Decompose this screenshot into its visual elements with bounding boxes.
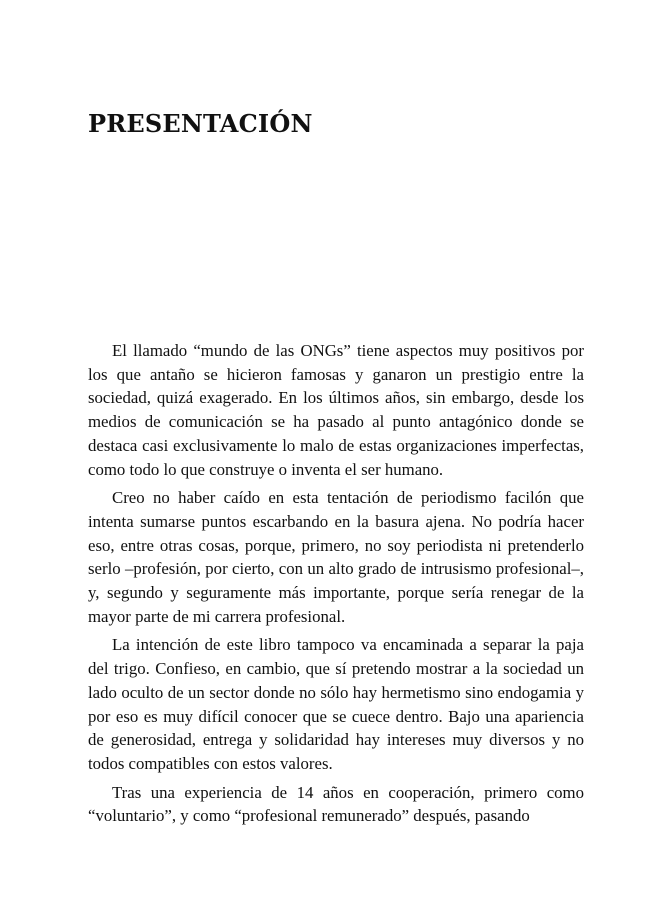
paragraph-1: El llamado “mundo de las ONGs” tiene aspectos muy positivos por los que antaño se hicieron famosas y ganaron un prestigio entre la sociedad, quizá exagerado. En los últimos años, sin embargo, desde los medios de comunicación se ha pasado al punto antagónico donde se destaca casi exclusivamente lo malo de estas organizaciones imperfectas, como todo lo que construye o inventa el ser humano. bbox=[88, 341, 584, 479]
paragraph-3: La intención de este libro tampoco va encaminada a separar la paja del trigo. Confieso, en cambio, que sí pretendo mostrar a la sociedad un lado oculto de un sector donde no sólo hay hermetismo sino endogamia y por eso es muy difícil conocer que se cuece dentro. Bajo una apariencia de generosidad, entrega y solidaridad hay intereses muy diversos y no todos compatibles con estos valores. bbox=[88, 635, 584, 773]
body-text bbox=[88, 339, 584, 833]
chapter-title: PRESENTACIÓN bbox=[88, 109, 313, 138]
paragraph-4: Tras una experiencia de 14 años en cooperación, primero como “voluntario”, y como “profesional remunerado” después, pasando bbox=[88, 782, 584, 826]
paragraph-2: Creo no haber caído en esta tentación de periodismo facilón que intenta sumarse puntos escarbando en la basura ajena. No podría hacer eso, entre otras cosas, porque, primero, no soy periodista ni pretenderlo serlo –profesión, por cierto, con un alto grado de intrusismo profesional–, y, segundo y seguramente más importante, porque sería renegar de la mayor parte de mi carrera profesional. bbox=[88, 488, 584, 626]
